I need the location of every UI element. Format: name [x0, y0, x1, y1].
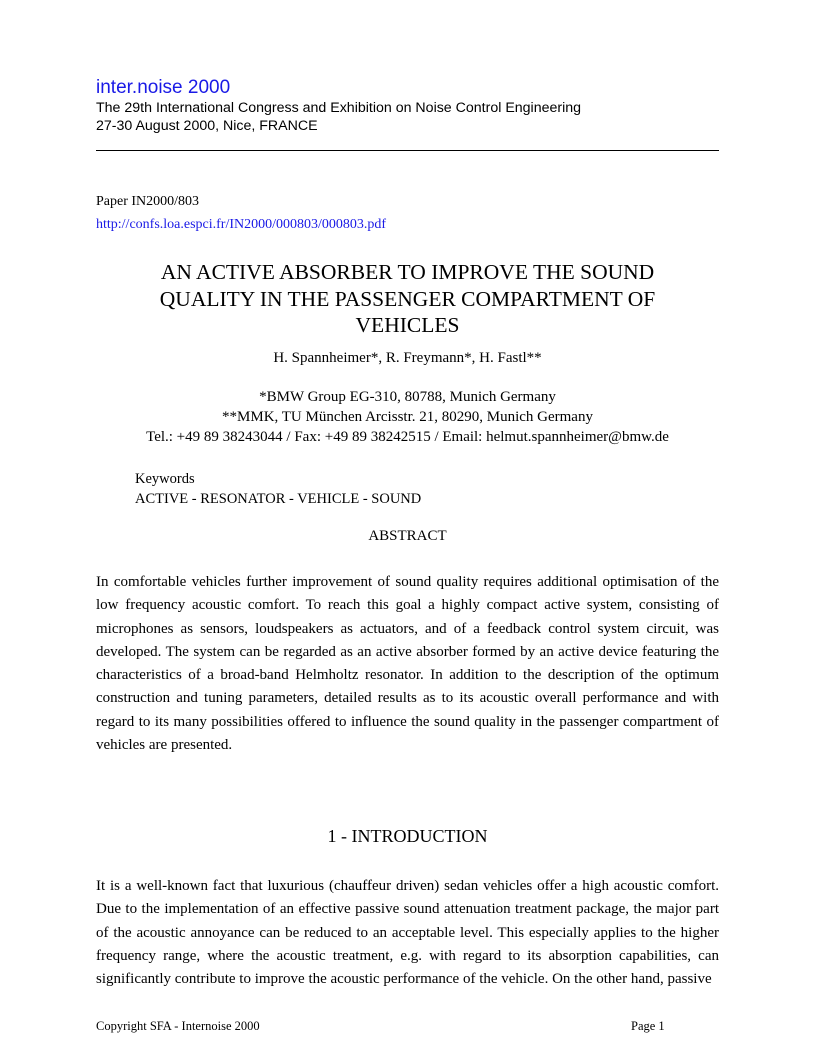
conference-name: inter.noise 2000: [96, 77, 231, 98]
contact-info: Tel.: +49 89 38243044 / Fax: +49 89 38242515 / Email: helmut.spannheimer@bmw.de: [146, 429, 669, 445]
paper-url-link[interactable]: http://confs.loa.espci.fr/IN2000/000803/000803.pdf: [96, 217, 387, 232]
footer-copyright: Copyright SFA - Internoise 2000: [96, 1019, 260, 1033]
introduction-heading: 1 - INTRODUCTION: [327, 826, 488, 846]
paper-title: [96, 259, 719, 339]
introduction-text: It is a well-known fact that luxurious (chauffeur driven) sedan vehicles offer a high acoustic comfort. Due to the implementation of an effective passive sound attenuation treatment package, the major part of the acoustic annoyance can be reduced to an acceptable level. This especially applies to the higher frequency range, where the acoustic treatment, e.g. with regard to its absorption capabilities, can significantly contribute to improve the acoustic performance of the vehicle. On the other hand, passive: [96, 878, 719, 988]
header-rule: [96, 150, 719, 151]
title-line-1: AN ACTIVE ABSORBER TO IMPROVE THE SOUND: [160, 260, 655, 284]
keywords-label: Keywords: [135, 471, 195, 487]
keywords-block: [135, 469, 421, 509]
conference-subtitle: The 29th International Congress and Exhibition on Noise Control Engineering: [96, 100, 582, 116]
affiliation-1: *BMW Group EG-310, 80788, Munich Germany: [259, 389, 556, 405]
authors: H. Spannheimer*, R. Freymann*, H. Fastl**: [273, 350, 542, 366]
paper-id: Paper IN2000/803: [96, 194, 200, 209]
title-line-2: QUALITY IN THE PASSENGER COMPARTMENT OF: [159, 286, 656, 311]
title-line-3: VEHICLES: [355, 313, 460, 337]
abstract-heading: ABSTRACT: [368, 528, 447, 544]
keywords-values: ACTIVE - RESONATOR - VEHICLE - SOUND: [135, 491, 422, 507]
footer-page-number: Page 1: [631, 1019, 665, 1033]
affiliation-2: **MMK, TU München Arcisstr. 21, 80290, Munich Germany: [222, 409, 593, 425]
abstract-text: In comfortable vehicles further improvement of sound quality requires additional optimisation of the low frequency acoustic comfort. To reach this goal a highly compact active system, consisting of microphones as sensors, loudspeakers as actuators, and of a feedback control system circuit, was developed. The system can be regarded as an active absorber formed by an active device featuring the characteristics of a broad-band Helmholtz resonator. In addition to the description of the optimum construction and tuning parameters, detailed results as to its acoustic overall performance and with regard to its many possibilities offered to influence the sound quality in the passenger compartment of vehicles are presented.: [96, 574, 719, 754]
conference-date-place: 27-30 August 2000, Nice, FRANCE: [96, 118, 318, 134]
